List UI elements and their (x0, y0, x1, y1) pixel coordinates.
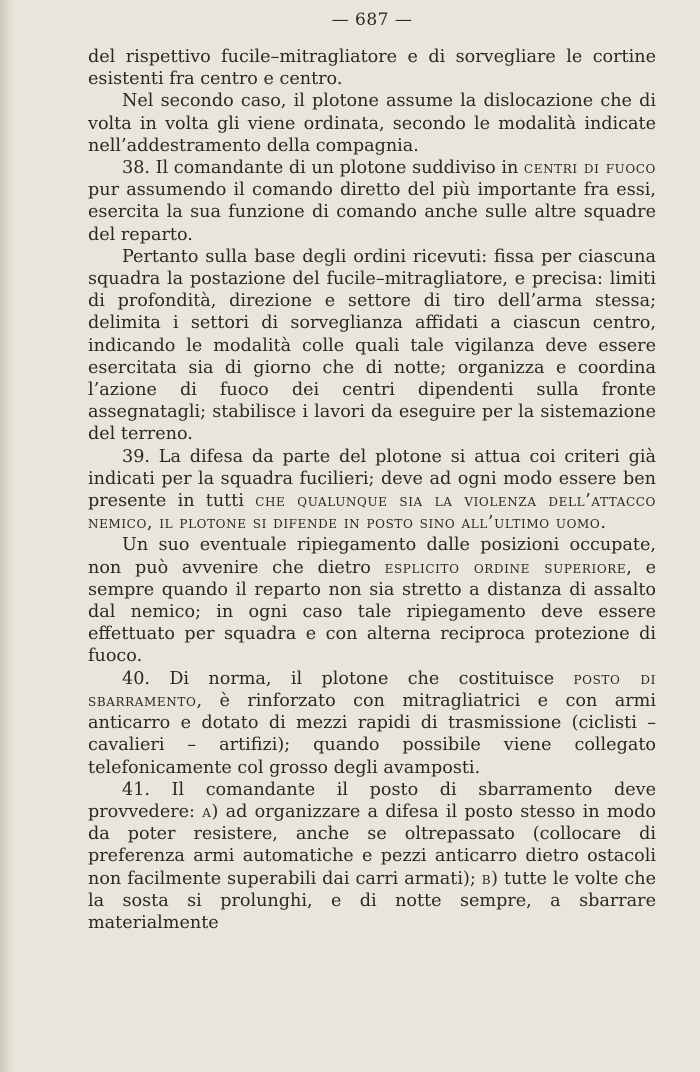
text-run: 39. La difesa da parte del plotone si attua coi criteri già indicati per la squadra fucilieri; deve ad ogni modo essere ben presente in tutti (88, 446, 656, 512)
paragraph (88, 446, 656, 535)
text-run: , e sempre quando il reparto non sia stretto a distanza di assalto dal nemico; in ogni caso tale ripiegamento deve essere effettuato per squadra e con alterna reciproca protezione di fuoco. (88, 557, 656, 667)
small-caps-text: centri di fuoco (523, 158, 656, 179)
text-run: ) ad organizzare a difesa il posto stesso in modo da poter resistere, anche se oltrepassato (collocare di preferenza armi automatiche e pezzi anticarro dietro ostacoli non facilmente superabili dai carri armati); (88, 801, 656, 889)
paragraph (88, 779, 656, 934)
page-number: — 687 — (331, 10, 413, 30)
small-caps-text: b (481, 868, 492, 889)
text-run: 40. Di norma, il plotone che costituisce (122, 668, 574, 689)
text-run: 41. Il comandante il posto di sbarramento deve provvedere: (88, 779, 656, 822)
small-caps-text: che qualunque sia la violenza dell’attacco nemico, il plotone si difende in posto sino all’ultimo uomo (88, 491, 656, 534)
paragraph (88, 668, 656, 779)
paragraph (88, 90, 656, 157)
text-run: Un suo eventuale ripiegamento dalle posizioni occupate, non può avvenire che dietro (88, 535, 656, 578)
text-run: del rispettivo fucile–mitragliatore e di sorvegliare le cortine esistenti fra centro e centro. (88, 47, 656, 90)
small-caps-text: posto di sbarramento (88, 668, 656, 711)
paragraph (88, 246, 656, 446)
small-caps-text: a (202, 801, 212, 822)
text-run: . (600, 513, 606, 534)
text-run: ) tutte le volte che la sosta si prolunghi, e di notte sempre, a sbarrare materialmente (88, 868, 656, 933)
paragraph (88, 157, 656, 246)
paragraph (88, 46, 656, 90)
text-run: , è rinforzato con mitragliatrici e con armi anticarro e dotato di mezzi rapidi di trasmissione (ciclisti – cavalieri – artifizi); quando possibile viene collegato telefonicamente col grosso degli avamposti. (88, 690, 656, 778)
text-run: 38. Il comandante di un plotone suddiviso in (122, 158, 524, 179)
text-run: Pertanto sulla base degli ordini ricevuti: fissa per ciascuna squadra la postazione del fucile–mitragliatore, e precisa: limiti di profondità, direzione e settore di tiro dell’arma stessa; delimita i settori di sorveglianza affidati a ciascun centro, indicando le modalità colle quali tale vigilanza deve essere esercitata sia di giorno che di notte; organizza e coordina l’azione di fuoco dei centri dipendenti sulla fronte assegnatagli; stabilisce i lavori da eseguire per la sistemazione del terreno. (88, 246, 656, 445)
text-run: pur assumendo il comando diretto del più importante fra essi, esercita la sua funzione di comando anche sulle altre squadre del reparto. (88, 180, 656, 245)
paragraph (88, 534, 656, 667)
body-text (88, 46, 656, 934)
small-caps-text: esplicito ordine superiore (384, 557, 627, 578)
text-run: Nel secondo caso, il plotone assume la dislocazione che di volta in volta gli viene ordinata, secondo le modalità indicate nell’addestramento della compagnia. (88, 91, 656, 156)
